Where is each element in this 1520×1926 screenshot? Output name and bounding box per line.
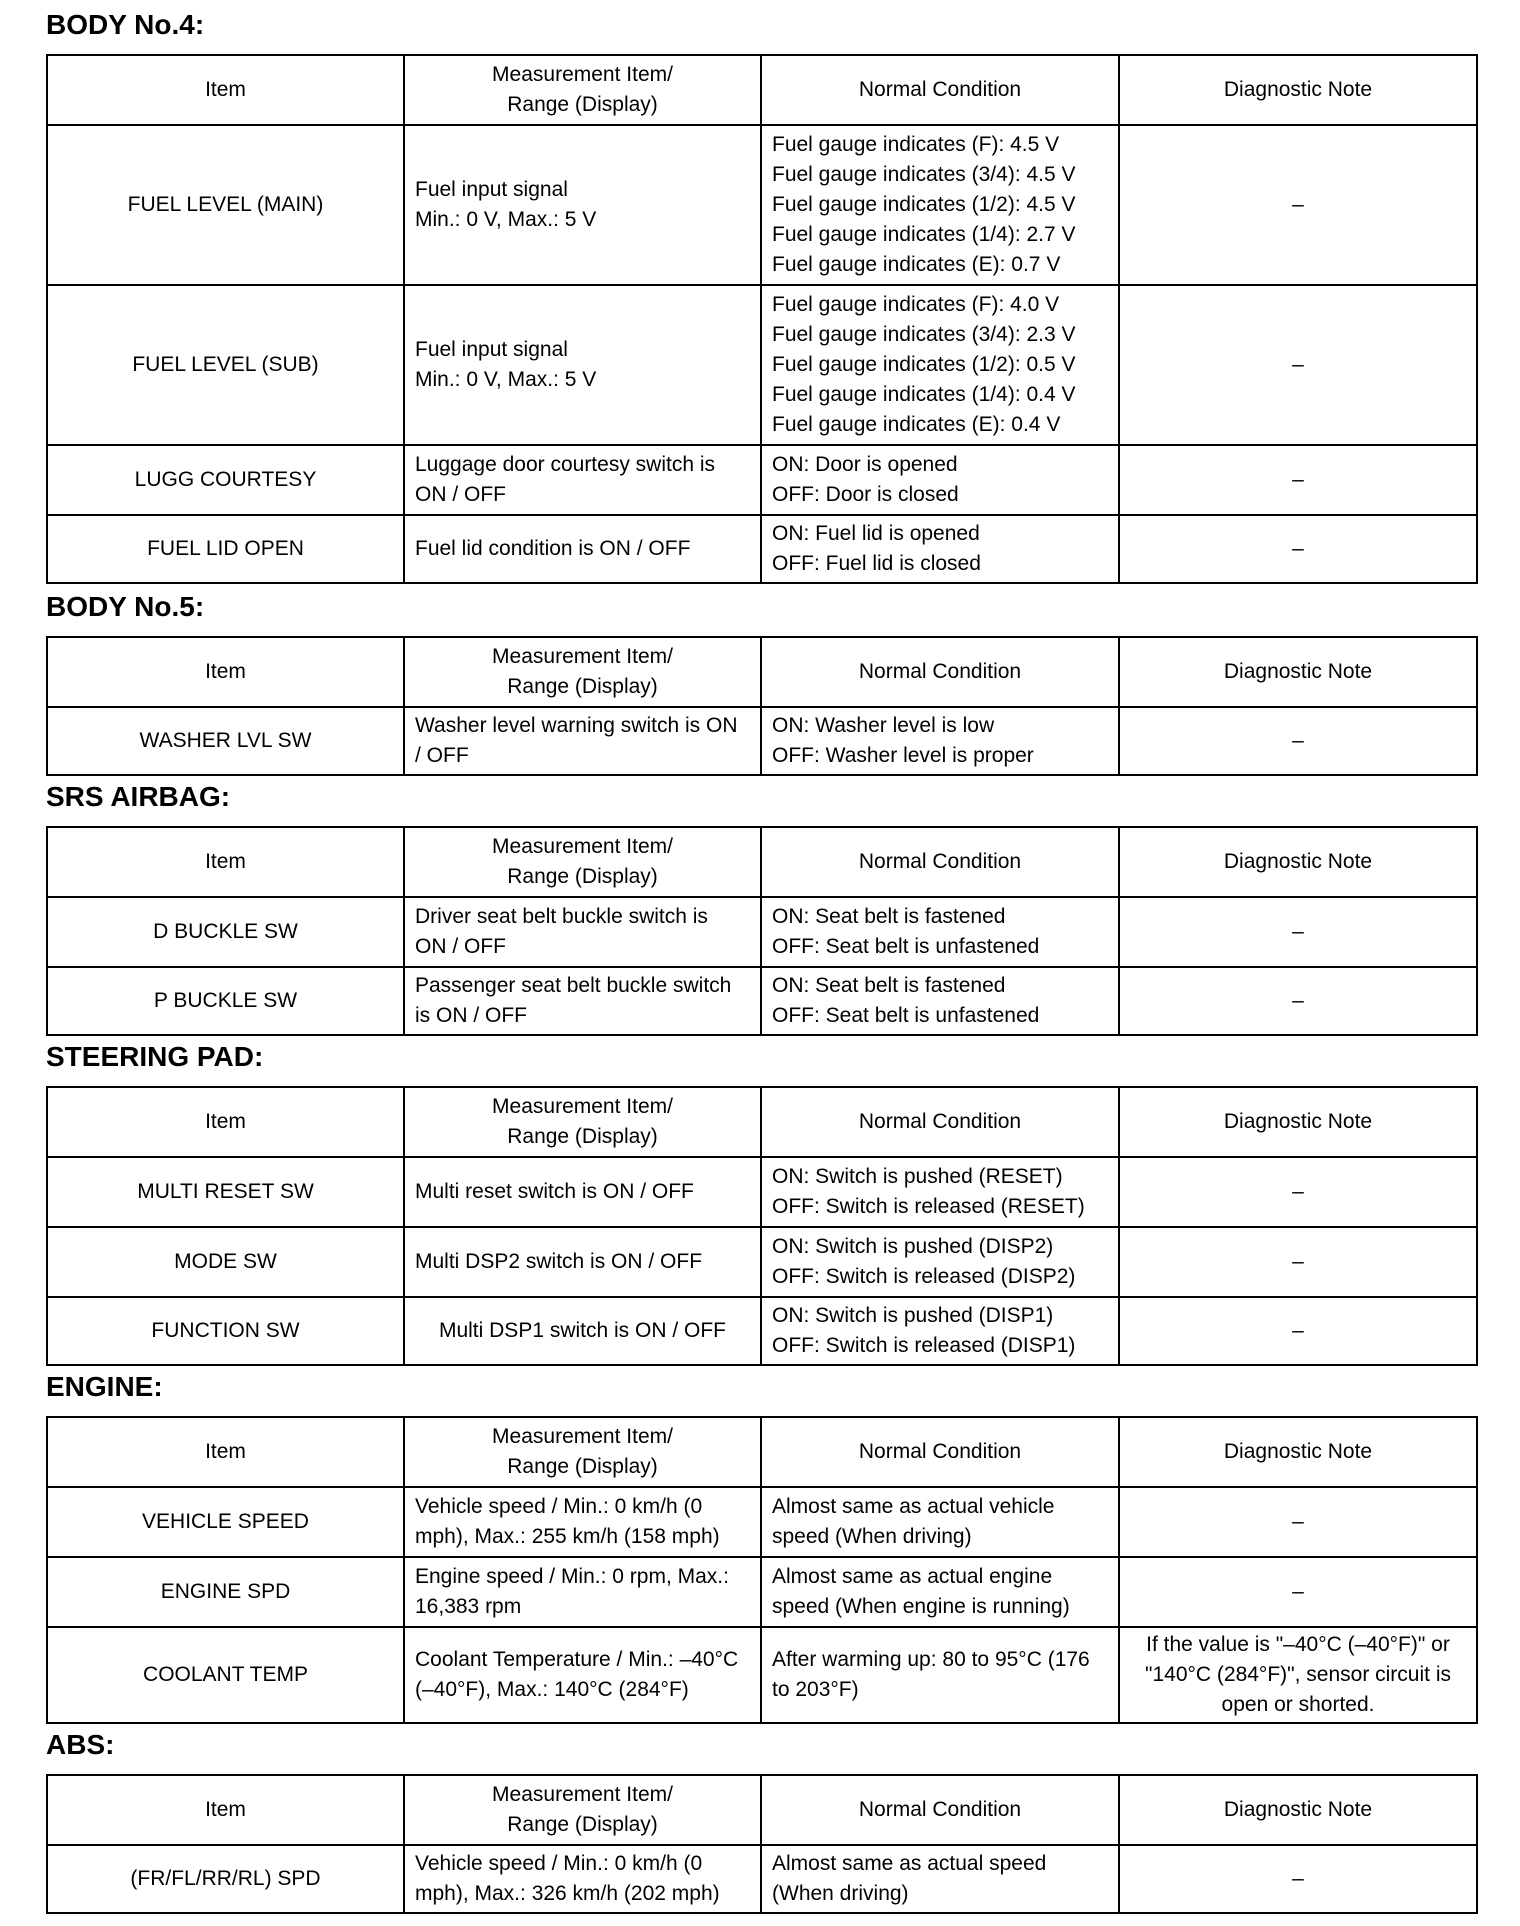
section-title: ABS: [46, 1729, 115, 1760]
diagnostic-note-cell: – [1119, 1157, 1477, 1227]
data-table [46, 826, 1478, 1036]
section-title: SRS AIRBAG: [46, 781, 231, 812]
table-header-row [47, 637, 1477, 707]
normal-condition-cell: ON: Washer level is low OFF: Washer level is proper [761, 707, 1119, 775]
table-row [47, 1227, 1477, 1297]
header-item: Item [47, 55, 404, 125]
diagnostic-note-cell: – [1119, 515, 1477, 583]
item-cell: FUEL LEVEL (MAIN) [47, 125, 404, 285]
header-item: Item [47, 637, 404, 707]
data-table [46, 1774, 1478, 1914]
header-measurement: Measurement Item/ Range (Display) [404, 1417, 761, 1487]
header-diagnostic-note: Diagnostic Note [1119, 827, 1477, 897]
table-row [47, 967, 1477, 1035]
normal-condition-cell: Fuel gauge indicates (F): 4.5 V Fuel gauge indicates (3/4): 4.5 V Fuel gauge indicates (1/2): 4.5 V Fuel gauge indicates (1/4): 2.7 V Fuel gauge indicates (E): 0.7 V [761, 125, 1119, 285]
diagnostic-note-cell: – [1119, 125, 1477, 285]
normal-condition-cell: ON: Seat belt is fastened OFF: Seat belt is unfastened [761, 897, 1119, 967]
measurement-cell: Passenger seat belt buckle switch is ON / OFF [404, 967, 761, 1035]
item-cell: VEHICLE SPEED [47, 1487, 404, 1557]
normal-condition-cell: ON: Switch is pushed (RESET) OFF: Switch is released (RESET) [761, 1157, 1119, 1227]
section-title: ENGINE: [46, 1371, 163, 1402]
table-header-row [47, 55, 1477, 125]
header-measurement: Measurement Item/ Range (Display) [404, 637, 761, 707]
data-table [46, 1416, 1478, 1724]
diagnostic-note-cell: If the value is "–40°C (–40°F)" or "140°C (284°F)", sensor circuit is open or shorted. [1119, 1627, 1477, 1723]
normal-condition-cell: ON: Door is opened OFF: Door is closed [761, 445, 1119, 515]
normal-condition-cell: ON: Switch is pushed (DISP2) OFF: Switch is released (DISP2) [761, 1227, 1119, 1297]
measurement-cell: Fuel lid condition is ON / OFF [404, 515, 761, 583]
table-row [47, 285, 1477, 445]
measurement-cell: Vehicle speed / Min.: 0 km/h (0 mph), Max.: 326 km/h (202 mph) [404, 1845, 761, 1913]
item-cell: FUNCTION SW [47, 1297, 404, 1365]
normal-condition-cell: After warming up: 80 to 95°C (176 to 203°F) [761, 1627, 1119, 1723]
measurement-cell: Vehicle speed / Min.: 0 km/h (0 mph), Max.: 255 km/h (158 mph) [404, 1487, 761, 1557]
diagnostic-note-cell: – [1119, 897, 1477, 967]
header-measurement: Measurement Item/ Range (Display) [404, 827, 761, 897]
diagnostic-note-cell: – [1119, 967, 1477, 1035]
measurement-cell: Multi DSP2 switch is ON / OFF [404, 1227, 761, 1297]
table-row [47, 1627, 1477, 1723]
diagnostic-note-cell: – [1119, 1845, 1477, 1913]
header-normal-condition: Normal Condition [761, 827, 1119, 897]
data-table [46, 1086, 1478, 1366]
measurement-cell: Coolant Temperature / Min.: –40°C (–40°F), Max.: 140°C (284°F) [404, 1627, 761, 1723]
section-title: BODY No.5: [46, 591, 205, 622]
header-measurement: Measurement Item/ Range (Display) [404, 55, 761, 125]
normal-condition-cell: ON: Seat belt is fastened OFF: Seat belt is unfastened [761, 967, 1119, 1035]
diagnostic-note-cell: – [1119, 445, 1477, 515]
item-cell: FUEL LEVEL (SUB) [47, 285, 404, 445]
header-measurement: Measurement Item/ Range (Display) [404, 1775, 761, 1845]
measurement-cell: Driver seat belt buckle switch is ON / OFF [404, 897, 761, 967]
item-cell: FUEL LID OPEN [47, 515, 404, 583]
item-cell: (FR/FL/RR/RL) SPD [47, 1845, 404, 1913]
item-cell: COOLANT TEMP [47, 1627, 404, 1723]
header-diagnostic-note: Diagnostic Note [1119, 1087, 1477, 1157]
table-row [47, 1157, 1477, 1227]
header-item: Item [47, 1775, 404, 1845]
header-item: Item [47, 1087, 404, 1157]
measurement-cell: Fuel input signal Min.: 0 V, Max.: 5 V [404, 125, 761, 285]
header-diagnostic-note: Diagnostic Note [1119, 637, 1477, 707]
table-header-row [47, 1775, 1477, 1845]
normal-condition-cell: Almost same as actual engine speed (When engine is running) [761, 1557, 1119, 1627]
item-cell: D BUCKLE SW [47, 897, 404, 967]
normal-condition-cell: Almost same as actual vehicle speed (When driving) [761, 1487, 1119, 1557]
section-title: STEERING PAD: [46, 1041, 264, 1072]
measurement-cell: Multi DSP1 switch is ON / OFF [404, 1297, 761, 1365]
table-row [47, 445, 1477, 515]
header-normal-condition: Normal Condition [761, 1775, 1119, 1845]
header-normal-condition: Normal Condition [761, 1417, 1119, 1487]
item-cell: ENGINE SPD [47, 1557, 404, 1627]
diagnostic-note-cell: – [1119, 1557, 1477, 1627]
table-row [47, 125, 1477, 285]
header-diagnostic-note: Diagnostic Note [1119, 1417, 1477, 1487]
table-row [47, 1557, 1477, 1627]
measurement-cell: Multi reset switch is ON / OFF [404, 1157, 761, 1227]
table-row [47, 515, 1477, 583]
measurement-cell: Fuel input signal Min.: 0 V, Max.: 5 V [404, 285, 761, 445]
header-normal-condition: Normal Condition [761, 637, 1119, 707]
diagnostic-note-cell: – [1119, 285, 1477, 445]
item-cell: MULTI RESET SW [47, 1157, 404, 1227]
item-cell: LUGG COURTESY [47, 445, 404, 515]
data-table [46, 636, 1478, 776]
header-normal-condition: Normal Condition [761, 55, 1119, 125]
measurement-cell: Luggage door courtesy switch is ON / OFF [404, 445, 761, 515]
table-header-row [47, 1087, 1477, 1157]
item-cell: P BUCKLE SW [47, 967, 404, 1035]
table-row [47, 707, 1477, 775]
table-header-row [47, 1417, 1477, 1487]
measurement-cell: Washer level warning switch is ON / OFF [404, 707, 761, 775]
section-title: BODY No.4: [46, 9, 205, 40]
table-row [47, 1297, 1477, 1365]
table-row [47, 1487, 1477, 1557]
diagnostic-note-cell: – [1119, 1487, 1477, 1557]
header-measurement: Measurement Item/ Range (Display) [404, 1087, 761, 1157]
diagnostic-note-cell: – [1119, 707, 1477, 775]
normal-condition-cell: ON: Fuel lid is opened OFF: Fuel lid is closed [761, 515, 1119, 583]
table-row [47, 897, 1477, 967]
measurement-cell: Engine speed / Min.: 0 rpm, Max.: 16,383 rpm [404, 1557, 761, 1627]
diagnostic-note-cell: – [1119, 1227, 1477, 1297]
header-normal-condition: Normal Condition [761, 1087, 1119, 1157]
normal-condition-cell: Almost same as actual speed (When driving) [761, 1845, 1119, 1913]
item-cell: MODE SW [47, 1227, 404, 1297]
table-row [47, 1845, 1477, 1913]
normal-condition-cell: Fuel gauge indicates (F): 4.0 V Fuel gauge indicates (3/4): 2.3 V Fuel gauge indicates (1/2): 0.5 V Fuel gauge indicates (1/4): 0.4 V Fuel gauge indicates (E): 0.4 V [761, 285, 1119, 445]
table-header-row [47, 827, 1477, 897]
header-diagnostic-note: Diagnostic Note [1119, 55, 1477, 125]
diagnostic-note-cell: – [1119, 1297, 1477, 1365]
data-table [46, 54, 1478, 584]
normal-condition-cell: ON: Switch is pushed (DISP1) OFF: Switch is released (DISP1) [761, 1297, 1119, 1365]
header-item: Item [47, 1417, 404, 1487]
header-diagnostic-note: Diagnostic Note [1119, 1775, 1477, 1845]
item-cell: WASHER LVL SW [47, 707, 404, 775]
header-item: Item [47, 827, 404, 897]
